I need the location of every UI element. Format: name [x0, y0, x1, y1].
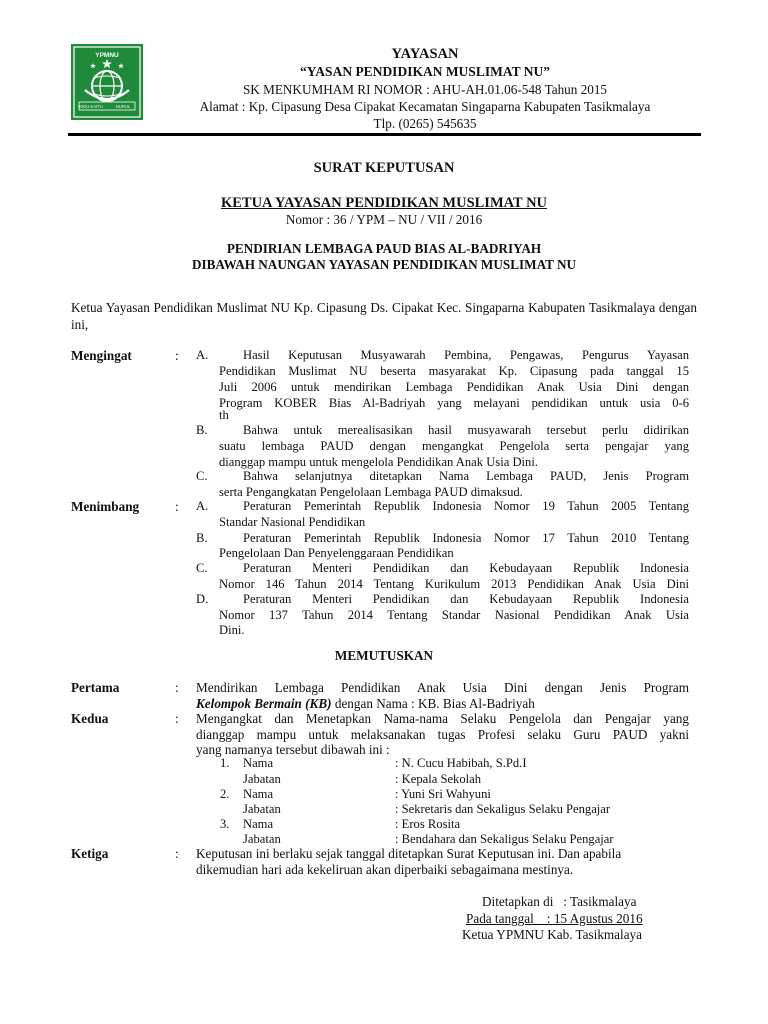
sign-place: Ditetapkan di : Tasikmalaya [482, 894, 637, 909]
menimbang-a-line-1: Peraturan Pemerintah Republik Indonesia Nomor 19 Tahun 2005 Tentang [243, 499, 689, 513]
mengingat-c-line-2: serta Pengangkatan Pengelolaan Lembaga PAUD dimaksud. [219, 485, 523, 499]
person-1-job-label: Jabatan [243, 772, 281, 786]
sign-date: Pada tanggal : 15 Agustus 2016 [466, 911, 643, 926]
doc-number: Nomor : 36 / YPM – NU / VII / 2016 [285, 212, 483, 227]
org-name: “YASAN PENDIDIKAN MUSLIMAT NU” [300, 64, 550, 79]
institution-name: dengan Nama : KB. Bias Al-Badriyah [331, 696, 535, 711]
logo-top-text: YPMNU [95, 52, 119, 59]
phone-line: Tlp. (0265) 545635 [373, 116, 477, 131]
mengingat-letter-c: C. [196, 469, 208, 483]
menimbang-letter-d: D. [196, 592, 209, 606]
person-1-name-label: Nama [243, 756, 274, 770]
pertama-label: Pertama [71, 680, 120, 695]
mengingat-letter-b: B. [196, 423, 208, 437]
doc-title: SURAT KEPUTUSAN [313, 160, 455, 176]
ketiga-line-2: dikemudian hari ada kekeliruan akan diperbaiki sebagaimana mestinya. [196, 862, 574, 877]
intro-paragraph: Ketua Yayasan Pendidikan Muslimat NU Kp. Cipasung Ds. Cipakat Kec. Singaparna Kabupaten Tasikmalaya dengan ini, [71, 300, 697, 332]
logo-bottom-left-text: KIDU KAITU [79, 104, 103, 109]
menimbang-label: Menimbang [71, 499, 140, 514]
person-3-job: : Bendahara dan Sekaligus Selaku Pengajar [395, 832, 614, 846]
mengingat-b-line-1: Bahwa untuk merealisasikan hasil musyawarah tersebut perlu didirikan [243, 423, 689, 437]
menimbang-letter-a: A. [196, 499, 209, 513]
issuer-wrap [0, 194, 768, 212]
menimbang-colon: : [175, 499, 179, 514]
memutuskan-heading: MEMUTUSKAN [334, 648, 434, 663]
kedua-line-3: yang namanya tersebut dibawah ini : [196, 742, 390, 757]
ketiga-line-1: Keputusan ini berlaku sejak tanggal ditetapkan Surat Keputusan ini. Dan apabila [196, 846, 622, 861]
menimbang-d-line-3: Dini. [219, 623, 245, 637]
person-2-name-label: Nama [243, 787, 274, 801]
mengingat-letter-a: A. [196, 348, 209, 362]
issuer-title: KETUA YAYASAN PENDIDIKAN MUSLIMAT NU [220, 195, 548, 211]
address-line: Alamat : Kp. Cipasung Desa Cipakat Kecamatan Singaparna Kabupaten Tasikmalaya [199, 99, 651, 114]
person-2-no: 2. [220, 787, 230, 801]
menimbang-b-line-1: Peraturan Pemerintah Republik Indonesia Nomor 17 Tahun 2010 Tentang [243, 531, 689, 545]
person-2-job: : Sekretaris dan Sekaligus Selaku Pengajar [395, 802, 611, 816]
person-2-name: : Yuni Sri Wahyuni [395, 787, 491, 801]
menimbang-c-line-2: Nomor 146 Tahun 2014 Tentang Kurikulum 2013 Pendidikan Anak Usia Dini [219, 577, 689, 591]
menimbang-d-line-1: Peraturan Menteri Pendidikan dan Kebudayaan Republik Indonesia [243, 592, 689, 606]
pertama-colon: : [175, 680, 179, 695]
menimbang-c-line-1: Peraturan Menteri Pendidikan dan Kebudayaan Republik Indonesia [243, 561, 689, 575]
ypmnu-logo-icon [71, 44, 143, 120]
mengingat-a-line-4: Program KOBER Bias Al-Badriyah yang melayani pendidikan untuk usia 0-6 [219, 396, 689, 410]
mengingat-b-line-2: suatu lembaga PAUD dengan mengangkat Pengelola serta pengajar yang [219, 439, 689, 453]
subject-line-1: PENDIRIAN LEMBAGA PAUD BIAS AL-BADRIYAH [226, 241, 542, 256]
menimbang-letter-c: C. [196, 561, 208, 575]
mengingat-a-line-1: Hasil Keputusan Musyawarah Pembina, Pengawas, Pengurus Yayasan [243, 348, 689, 362]
sign-signer: Ketua YPMNU Kab. Tasikmalaya [462, 927, 643, 942]
person-3-no: 3. [220, 817, 230, 831]
mengingat-label: Mengingat [71, 348, 132, 363]
menimbang-letter-b: B. [196, 531, 208, 545]
ketiga-colon: : [175, 846, 179, 861]
logo-bottom-right-text: NURUL [115, 104, 131, 109]
person-3-name-label: Nama [243, 817, 274, 831]
sk-line: SK MENKUMHAM RI NOMOR : AHU-AH.01.06-548 Tahun 2015 [242, 82, 608, 97]
person-2-job-label: Jabatan [243, 802, 281, 816]
ketiga-label: Ketiga [71, 846, 109, 861]
program-name: Kelompok Bermain (KB) [196, 696, 332, 711]
kedua-line-1: Mengangkat dan Menetapkan Nama-nama Selaku Pengelola dan Pengajar yang [196, 711, 689, 726]
subject-line-2: DIBAWAH NAUNGAN YAYASAN PENDIDIKAN MUSLIMAT NU [191, 257, 577, 272]
mengingat-colon: : [175, 348, 179, 363]
mengingat-a-line-3: Juli 2006 untuk mendirikan Lembaga Pendidikan Anak Usia Dini dengan [219, 380, 689, 394]
org-type: YAYASAN [391, 46, 459, 62]
person-1-no: 1. [220, 756, 230, 770]
person-3-name: : Eros Rosita [395, 817, 461, 831]
person-1-job: : Kepala Sekolah [395, 772, 482, 786]
menimbang-d-line-2: Nomor 137 Tahun 2014 Tentang Standar Nasional Pendidikan Anak Usia [219, 608, 689, 622]
mengingat-a-line-5: th [219, 408, 229, 422]
mengingat-b-line-3: dianggap mampu untuk mengelola Pendidikan Anak Usia Dini. [219, 455, 538, 469]
person-1-name: : N. Cucu Habibah, S.Pd.I [395, 756, 527, 770]
kedua-line-2: dianggap mampu untuk melaksanakan tugas Profesi selaku Guru PAUD yakni [196, 727, 689, 742]
kedua-colon: : [175, 711, 179, 726]
person-3-job-label: Jabatan [243, 832, 281, 846]
pertama-line-1: Mendirikan Lembaga Pendidikan Anak Usia Dini dengan Jenis Program [196, 680, 689, 695]
mengingat-c-line-1: Bahwa selanjutnya ditetapkan Nama Lembaga PAUD, Jenis Program [243, 469, 689, 483]
kedua-label: Kedua [71, 711, 109, 726]
header-divider [68, 133, 701, 136]
menimbang-b-line-2: Pengelolaan Dan Penyelenggaraan Pendidikan [219, 546, 454, 560]
menimbang-a-line-2: Standar Nasional Pendidikan [219, 515, 366, 529]
mengingat-a-line-2: Pendidikan Muslimat NU beserta masyarakat Kp. Cipasung pada tanggal 15 [219, 364, 689, 378]
